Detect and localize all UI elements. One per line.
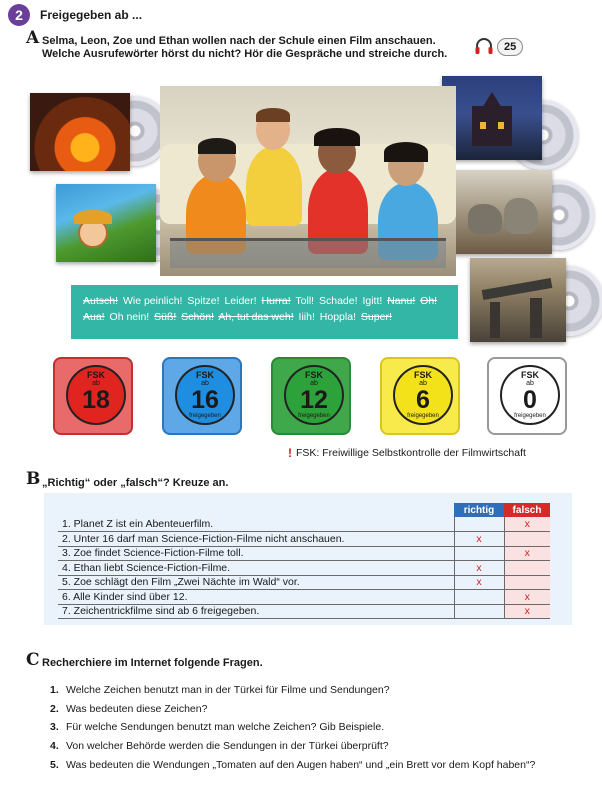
list-item-text: Was bedeuten diese Zeichen? [66,702,208,715]
statement: 6. Alle Kinder sind über 12. [58,590,454,605]
table-row [58,532,550,547]
section-a-line1: Selma, Leon, Zoe und Ethan wollen nach der Schule einen Film anschauen. [42,35,436,47]
fsk-ab: ab [310,380,318,387]
movie-cover-haunted-house [442,76,542,160]
richtig-cell[interactable] [454,590,504,605]
headphones-icon [474,37,494,58]
table-row [58,561,550,576]
movie-cover-elephants [452,170,552,254]
exclamation-word[interactable]: Wie peinlich! [122,295,183,307]
exclamation-word[interactable]: Nanu! [387,295,416,307]
falsch-cell[interactable] [504,575,550,590]
richtig-cell[interactable]: x [454,561,504,576]
statement: 5. Zoe schlägt den Film „Zwei Nächte im Wald“ vor. [58,575,454,590]
fsk-ring [500,365,560,425]
section-a-letter: A [26,28,40,48]
fsk-age: 6 [416,386,430,414]
fsk-note [288,446,526,460]
list-item [50,737,535,756]
fsk-note-text: FSK: Freiwillige Selbstkontrolle der Filmwirtschaft [296,447,526,459]
table-row [58,575,550,590]
exclamation-word[interactable]: Hurra! [261,295,291,307]
falsch-cell[interactable]: x [504,604,550,619]
exclamation-icon: ! [288,446,292,460]
fsk-freigegeben: freigegeben [514,413,546,419]
fsk-ring [284,365,344,425]
exclamation-word[interactable]: Ah, tut das weh! [218,311,294,323]
list-item [50,700,535,719]
fsk-freigegeben: freigegeben [298,413,330,419]
statement: 7. Zeichentrickfilme sind ab 6 freigegeben. [58,604,454,619]
section-c-letter: C [26,650,40,670]
list-item [50,756,535,775]
list-item-number: 3. [50,721,59,734]
fsk-badge-16 [162,357,242,435]
richtig-cell[interactable] [454,604,504,619]
audio-track-number: 25 [497,38,523,56]
list-item-text: Von welcher Behörde werden die Sendungen in der Türkei überprüft? [66,740,389,753]
fsk-age: 16 [191,386,219,414]
fsk-ring [66,365,126,425]
fsk-age: 0 [523,386,537,414]
falsch-cell[interactable]: x [504,546,550,561]
fsk-label: FSK [305,370,323,380]
research-questions-list [50,681,535,775]
fsk-label: FSK [87,370,105,380]
exclamation-word[interactable]: Oh! [420,295,438,307]
fsk-ab: ab [201,380,209,387]
table-row [58,590,550,605]
fsk-badge-12 [271,357,351,435]
fsk-ring [175,365,235,425]
exclamation-word[interactable]: Schade! [319,295,358,307]
richtig-cell[interactable] [454,546,504,561]
falsch-cell[interactable] [504,532,550,547]
exclamation-word[interactable]: Super! [360,311,392,323]
fsk-label: FSK [414,370,432,380]
fsk-badge-0 [487,357,567,435]
statement: 3. Zoe findet Science-Fiction-Filme toll. [58,546,454,561]
table-row [58,546,550,561]
richtig-cell[interactable]: x [454,575,504,590]
exclamation-word[interactable]: Igitt! [362,295,383,307]
fsk-freigegeben: freigegeben [189,413,221,419]
exclamation-word[interactable]: Oh nein! [109,311,150,323]
list-item-number: 1. [50,684,59,696]
list-item [50,681,535,700]
list-item-number: 5. [50,758,59,771]
movie-cover-science-fiction [470,258,566,342]
fsk-age: 12 [300,386,328,414]
exclamation-word[interactable]: Toll! [295,295,315,307]
column-richtig: richtig [454,503,504,517]
audio-track[interactable] [474,36,522,58]
table-row [58,604,550,619]
exclamation-word[interactable]: Spitze! [187,295,220,307]
richtig-cell[interactable] [454,517,504,532]
fsk-badge-18 [53,357,133,435]
exclamation-word[interactable]: Autsch! [83,295,119,307]
richtig-cell[interactable]: x [454,532,504,547]
list-item-text: Was bedeuten die Wendungen „Tomaten auf den Augen haben“ und „ein Brett vor dem Kopf haben“? [66,758,536,771]
exclamation-word[interactable]: Iiih! [298,311,315,323]
exercise-number-badge: 2 [8,4,30,26]
exclamation-word[interactable]: Aua! [83,311,105,323]
statement: 2. Unter 16 darf man Science-Fiction-Filme nicht anschauen. [58,532,454,547]
fsk-age: 18 [82,386,110,414]
table-row [58,517,550,532]
exercise-title: Freigegeben ab ... [40,8,143,22]
exclamation-word[interactable]: Schön! [181,311,214,323]
fsk-badge-6 [380,357,460,435]
fsk-label: FSK [521,370,539,380]
section-b-instructions: „Richtig“ oder „falsch“? Kreuze an. [42,477,229,489]
fsk-ab: ab [526,380,534,387]
falsch-cell[interactable]: x [504,590,550,605]
exclamations-box [71,285,458,339]
exclamation-word[interactable]: Leider! [224,295,257,307]
statement: 4. Ethan liebt Science-Fiction-Filme. [58,561,454,576]
true-false-table [58,503,550,619]
section-a-instructions [42,35,447,61]
movie-cover-fire [30,93,130,171]
falsch-cell[interactable] [504,561,550,576]
exclamation-word[interactable]: Süß! [154,311,177,323]
list-item-number: 2. [50,702,59,715]
fsk-ab: ab [92,380,100,387]
list-item-text: Welche Zeichen benutzt man in der Türkei für Filme und Sendungen? [66,684,390,696]
column-falsch: falsch [504,503,550,517]
section-c-instructions: Recherchiere im Internet folgende Fragen. [42,657,263,669]
list-item [50,718,535,737]
fsk-ring [393,365,453,425]
movie-cover-cartoon [56,184,156,262]
fsk-freigegeben: freigegeben [407,413,439,419]
statement: 1. Planet Z ist ein Abenteuerfilm. [58,517,454,532]
list-item-number: 4. [50,740,59,753]
exclamation-word[interactable]: Hoppla! [319,311,356,323]
kids-on-sofa-photo [160,86,456,276]
list-item-text: Für welche Sendungen benutzt man welche Zeichen? Gib Beispiele. [66,721,385,734]
fsk-label: FSK [196,370,214,380]
falsch-cell[interactable]: x [504,517,550,532]
fsk-ab: ab [419,380,427,387]
section-b-letter: B [26,469,41,489]
section-a-line2: Welche Ausrufewörter hörst du nicht? Hör die Gespräche und streiche durch. [42,48,448,60]
